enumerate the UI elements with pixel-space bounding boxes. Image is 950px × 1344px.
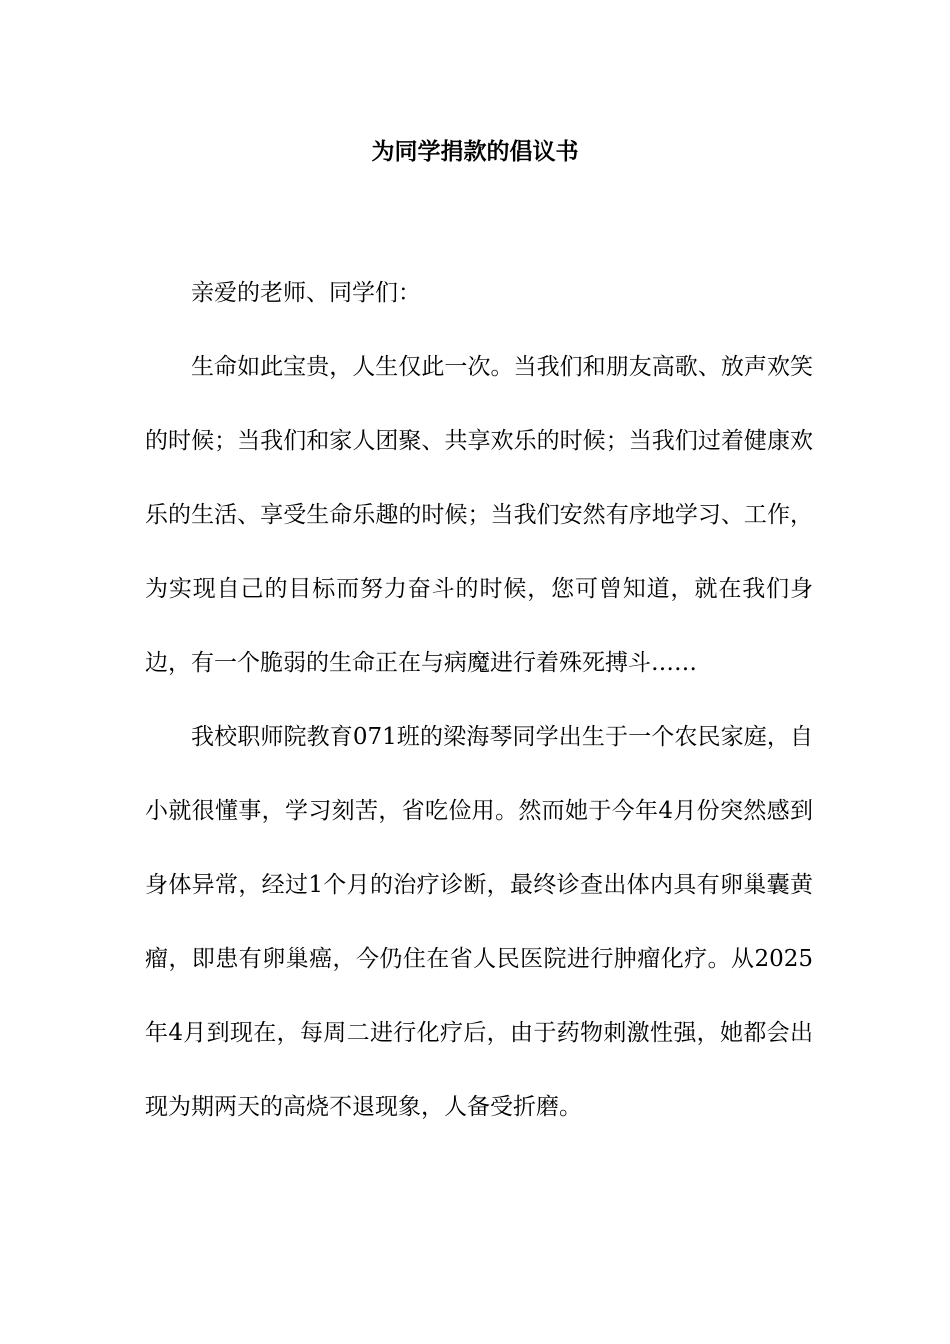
paragraph-1: 生命如此宝贵，人生仅此一次。当我们和朋友高歌、放声欢笑的时候；当我们和家人团聚、共享欢乐的时候；当我们过着健康欢乐的生活、享受生命乐趣的时候；当我们安然有序地学习、工作，为实现自己的目标而努力奋斗的时候，您可曾知道，就在我们身边，有一个脆弱的生命正在与病魔进行着殊死搏斗…… bbox=[145, 354, 813, 676]
paragraph-2: 我校职师院教育071班的梁海琴同学出生于一个农民家庭，自小就很懂事，学习刻苦，省吃俭用。然而她于今年4月份突然感到身体异常，经过1个月的治疗诊断，最终诊查出体内具有卵巢囊黄瘤，即患有卵巢癌，今仍住在省人民医院进行肿瘤化疗。从2025年4月到现在，每周二进行化疗后，由于药物刺激性强，她都会出现为期两天的高烧不退现象，人备受折磨。 bbox=[145, 724, 813, 1120]
salutation: 亲爱的老师、同学们： bbox=[191, 280, 421, 306]
document-title: 为同学捐款的倡议书 bbox=[371, 139, 579, 165]
document-body bbox=[145, 256, 813, 1144]
